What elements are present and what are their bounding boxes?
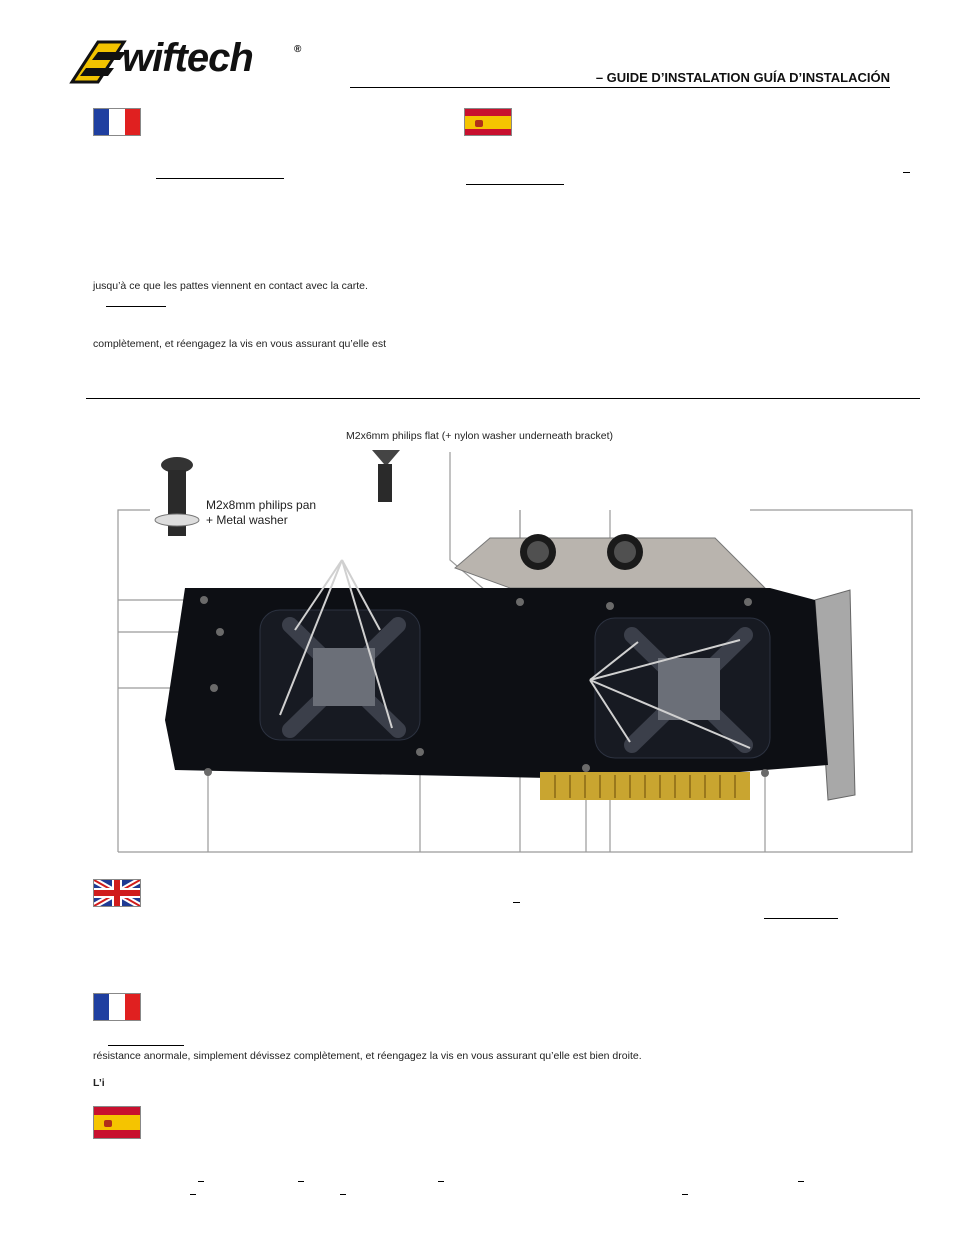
underline [903,172,910,173]
underline [340,1194,346,1195]
underline [156,178,284,179]
registered-mark: ® [294,44,302,55]
underline [682,1194,688,1195]
france-flag-icon [93,108,141,136]
section-divider [86,398,920,399]
underline [513,902,520,903]
screw-flat-label: M2x6mm philips flat (+ nylon washer underneath bracket) [346,430,614,442]
underline [798,1181,804,1182]
france-flag-icon [93,993,141,1021]
underline [438,1181,444,1182]
gpu-block-diagram [110,420,920,860]
fr-text-line: L’i [93,1077,105,1089]
underline [298,1181,304,1182]
page-title: – GUIDE D’INSTALATION GUÍA D’INSTALACIÓN [350,70,890,88]
underline [108,1045,184,1046]
underline [466,184,564,185]
fr-text-line: résistance anormale, simplement dévissez complètement, et réengagez la vis en vous assurant qu’elle est bien droite. [93,1050,642,1062]
spain-flag-icon [464,108,512,136]
underline [764,918,838,919]
brand-wordmark: wiftech [122,36,253,80]
fr-text-line: jusqu’à ce que les pattes viennent en contact avec la carte. [93,280,368,292]
spain-flag-icon [93,1106,141,1139]
underline [190,1194,196,1195]
underline [198,1181,204,1182]
underline [106,306,166,307]
screw-pan-label: + Metal washer [206,513,288,527]
screw-pan-label: M2x8mm philips pan [206,498,317,512]
fr-text-line: complètement, et réengagez la vis en vous assurant qu’elle est [93,338,387,350]
uk-flag-icon [93,879,141,907]
